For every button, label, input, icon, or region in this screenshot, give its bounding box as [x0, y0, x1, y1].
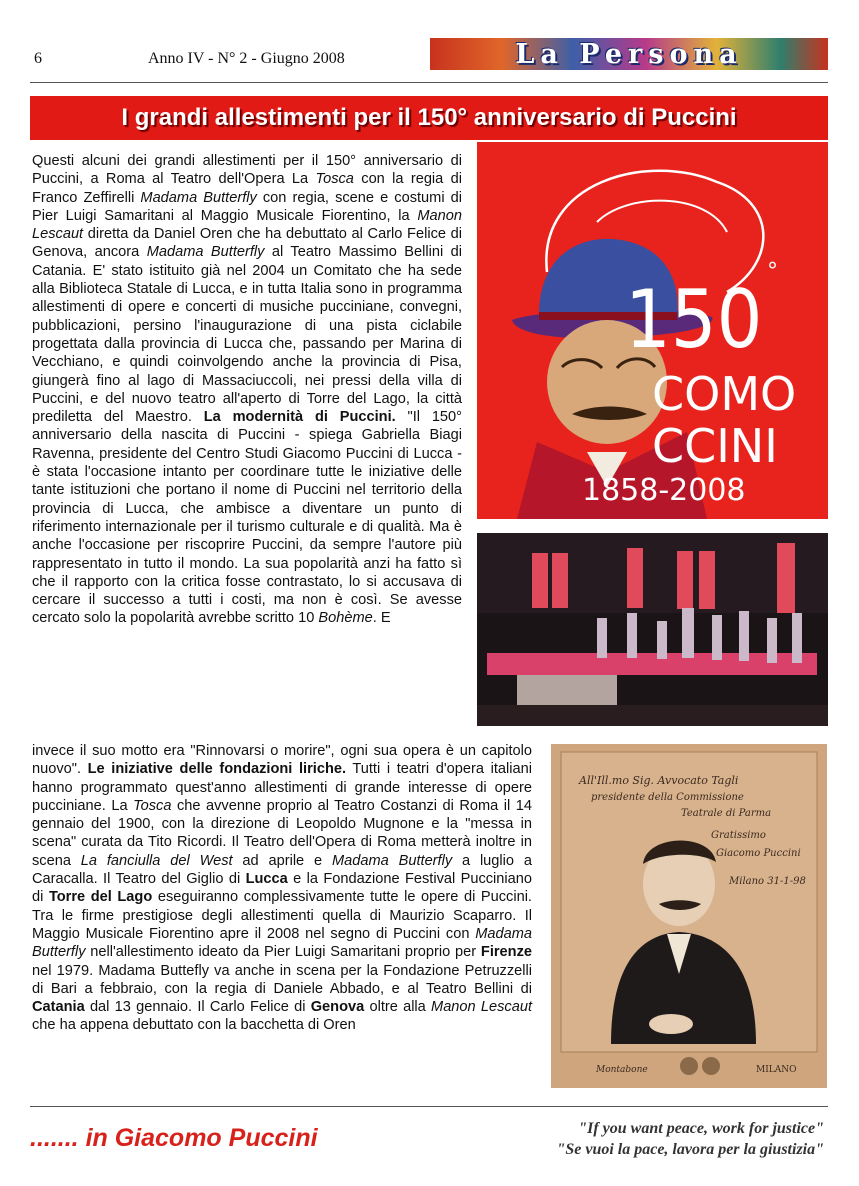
inscription-line-1: All'Ill.mo Sig. Avvocato Tagli: [579, 774, 739, 787]
section-heading: Le iniziative delle fondazioni liriche.: [87, 761, 347, 778]
place-name: Torre del Lago: [48, 889, 153, 906]
header-rule: [30, 82, 828, 83]
article-banner: [30, 96, 828, 140]
text-run: invece il suo motto era "Rinnovarsi o morire", ogni sua opera è un capitolo nuovo".: [32, 743, 532, 778]
opera-title: Madama Butterfly: [146, 244, 265, 261]
issue-info: Anno IV - N° 2 - Giugno 2008: [148, 50, 345, 67]
text-run: e la Fondazione Festival Pucciniano di: [32, 871, 532, 906]
poster-number: 150: [625, 273, 763, 366]
text-run: oltre alla: [364, 999, 432, 1016]
opera-title: Madama Butterfly: [140, 189, 257, 206]
text-run: che avvenne proprio al Teatro Costanzi di Roma il 14 gennaio del 1900, con la direzione di Leopoldo Mugnone e la "messa in scena" curata da Tito Ricordi. Il Teatro dell'Opera di Roma metterà inoltre in scena: [32, 797, 532, 869]
text-run: con la regia di Franco Zeffirelli: [32, 171, 462, 206]
stage-scene: [477, 533, 828, 726]
quote-italian: "Se vuoi la pace, lavora per la giustizia": [556, 1141, 824, 1158]
text-run: eseguiranno complessivamente tutte le opere di Puccini. Tra le firme prestigiose degli allestimenti quella di Maurizio Scaparro. Il Maggio Musicale Fiorentino apre il 2008 nel segno di Puccini con: [32, 889, 532, 942]
text-run: che ha appena debuttato con la bacchetta di Oren: [32, 1017, 356, 1034]
inscription-line-5: Giacomo Puccini: [716, 848, 801, 859]
studio-city: MILANO: [756, 1065, 797, 1075]
place-name: Firenze: [480, 944, 532, 961]
studio-name: Montabone: [596, 1065, 648, 1075]
article-paragraph-2: [32, 742, 532, 1035]
text-run: nel 1979. Madama Buttefly va anche in scena per la Fondazione Petruzzelli di Bari a febbraio, con la regia di Daniele Abbado, e al Teatro Bellini di: [32, 962, 532, 997]
text-run: nell'allestimento ideato da Pier Luigi Samaritani proprio per: [85, 944, 481, 961]
inscription-line-2: presidente della Commissione: [591, 792, 744, 803]
text-run: ad aprile e: [232, 852, 332, 869]
place-name: Lucca: [245, 871, 288, 888]
opera-title: Bohème: [318, 610, 373, 627]
opera-title: Manon Lescaut: [32, 207, 462, 243]
quote-english: "If you want peace, work for justice": [578, 1120, 824, 1137]
opera-title: Tosca: [315, 171, 354, 188]
inscription-line-3: Teatrale di Parma: [681, 808, 772, 819]
text-run: Tutti i teatri d'opera italiani hanno programmato quest'anno allestimenti di grande interesse di opere pucciniane. La: [32, 761, 532, 814]
text-run: con regia, scene e costumi di Pier Luigi Samaritani al Maggio Musicale Fiorentino, la: [32, 189, 462, 224]
autographed-portrait: [551, 744, 827, 1088]
opera-title: Madama Butterfly: [32, 925, 532, 961]
place-name: Catania: [32, 999, 85, 1016]
stage-production-photo: [477, 533, 828, 726]
text-run: "Il 150° anniversario della nascita di Puccini - spiega Gabriella Biagi Ravenna, presidente del Centro Studi Giacomo Puccini di Lucca - è stata l'occasione intanto per coordinare tutte le iniziative delle tante istituzioni che portano il nome di Puccini nel territorio della provincia di Lucca, che ambisce a diventare un punto di riferimento internazionale per il turismo culturale e di qualità. Ma è anche l'occasione per riscoprire Puccini, da sempre l'autore più rappresentato in tutto il mondo. La sua popolarità anzi ha fatto sì che il rapporto con la critica fosse contrastato, lo si accusava di cercare il successo a tutti i costi, ma non è così. Se avesse cercato solo la popolarità avrebbe scritto 10: [32, 409, 462, 627]
poster-artwork: [477, 142, 828, 519]
section-heading: La modernità di Puccini.: [203, 409, 396, 426]
portrait-card: [551, 744, 827, 1088]
text-run: dal 13 gennaio. Il Carlo Felice di: [84, 999, 311, 1016]
opera-title: Tosca: [133, 797, 172, 814]
studio-seal: [702, 1057, 720, 1075]
page-number: 6: [34, 50, 42, 67]
article-title: I grandi allestimenti per il 150° anniversario di Puccini: [121, 104, 737, 131]
inscription-line-6: Milano 31-1-98: [729, 876, 806, 887]
footer-quote: [470, 1118, 824, 1160]
text-run: diretta da Daniel Oren che ha debuttato al Carlo Felice di Genova, ancora: [32, 226, 462, 261]
text-run: a luglio a Caracalla. Il Teatro del Giglio di: [32, 852, 532, 888]
anniversary-poster: [477, 142, 828, 519]
poster-line-1: COMO: [652, 367, 797, 421]
poster-degree: °: [767, 259, 778, 284]
inscription-line-4: Gratissimo: [711, 830, 766, 841]
text-run: . E: [372, 610, 391, 627]
masthead-logo: [430, 38, 828, 70]
studio-seal: [680, 1057, 698, 1075]
footer-tagline: ....... in Giacomo Puccini: [30, 1124, 318, 1152]
place-name: Genova: [310, 999, 365, 1016]
text-run: al Teatro Massimo Bellini di Catania. E' stato istituito già nel 2004 un Comitato che ha sede alla Biblioteca Statale di Lucca, e in tutta Italia sono in programma allestimenti di opere e concerti di musiche pucciniane, convegni, pubblicazioni, persino l'inaugurazione di una pista ciclabile progettata dalla provincia di Lucca che, passando per Marina di Vecchiano, e quindi coinvolgendo anche la provincia di Pisa, giungerà fino al lago di Massaciuccoli, nei pressi della villa di Puccini, e del nuovo teatro all'aperto di Torre del Lago, la città prediletta del Maestro.: [32, 244, 463, 426]
opera-title: Madama Butterfly: [331, 852, 453, 869]
masthead-title: La Persona: [515, 38, 743, 70]
footer-rule: [30, 1106, 828, 1107]
poster-line-2: CCINI: [652, 419, 778, 473]
opera-title: Manon Lescaut: [431, 999, 532, 1016]
article-paragraph-1: [32, 152, 462, 628]
text-run: Questi alcuni dei grandi allestimenti per il 150° anniversario di Puccini, a Roma al Teatro dell'Opera La: [32, 153, 462, 188]
opera-title: La fanciulla del West: [80, 852, 233, 869]
poster-years: 1858-2008: [582, 473, 746, 508]
